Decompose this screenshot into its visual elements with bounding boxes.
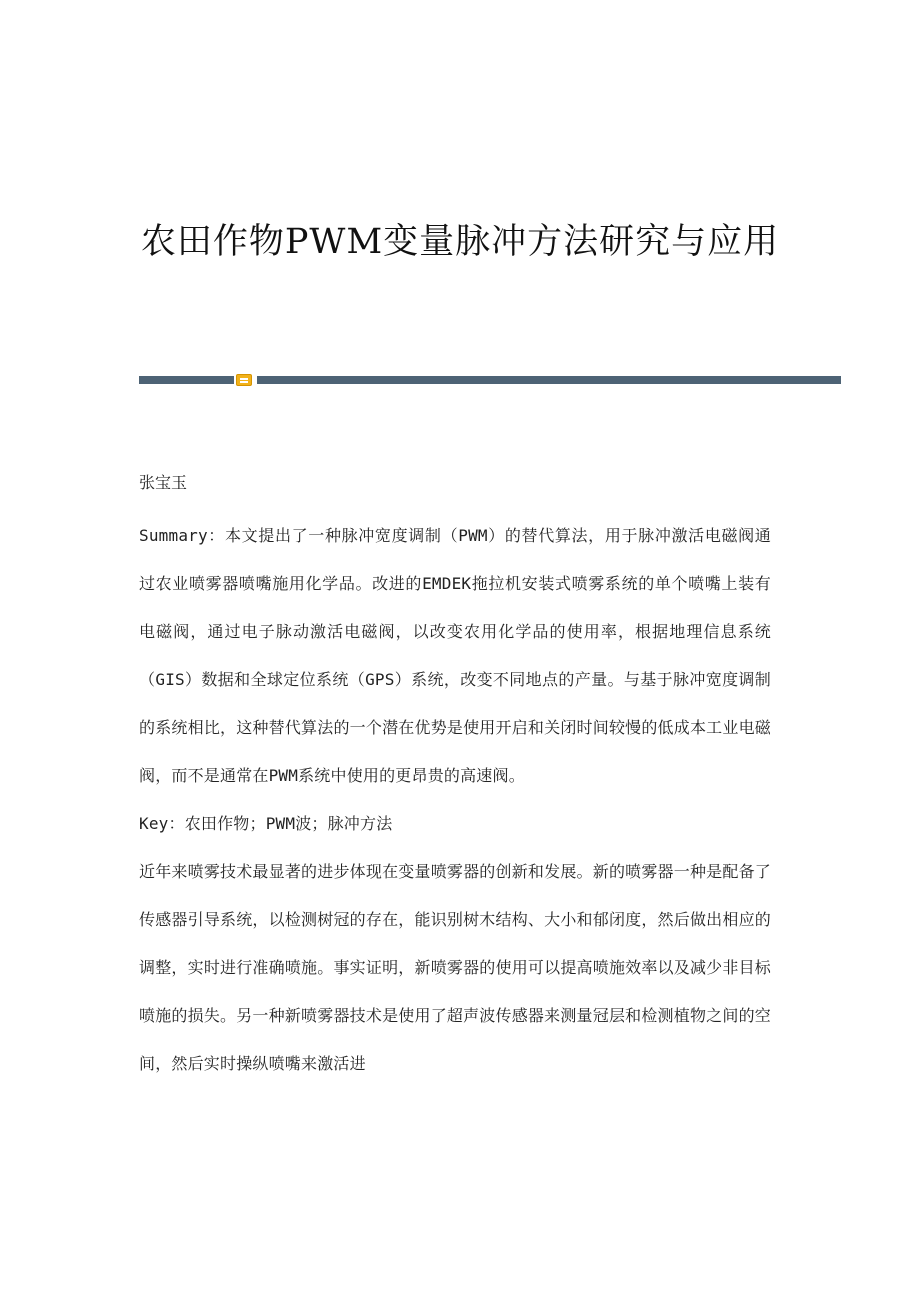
document-title: 农田作物PWM变量脉冲方法研究与应用 xyxy=(140,222,780,262)
summary-label: Summary： xyxy=(139,526,225,545)
summary-text: 本文提出了一种脉冲宽度调制（PWM）的替代算法，用于脉冲激活电磁阀通过农业喷雾器喷嘴施用化学品。改进的EMDEK拖拉机安装式喷雾系统的单个喷嘴上装有电磁阀，通过电子脉动激活电磁阀，以改变农用化学品的使用率，根据地理信息系统（GIS）数据和全球定位系统（GPS）系统，改变不同地点的产量。与基于脉冲宽度调制的系统相比，这种替代算法的一个潜在优势是使用开启和关闭时间较慢的低成本工业电磁阀，而不是通常在PWM系统中使用的更昂贵的高速阀。 xyxy=(139,526,772,785)
keywords-label: Key： xyxy=(139,814,185,833)
body-paragraph: 近年来喷雾技术最显著的进步体现在变量喷雾器的创新和发展。新的喷雾器一种是配备了传感器引导系统，以检测树冠的存在，能识别树木结构、大小和郁闭度，然后做出相应的调整，实时进行准确喷施。事实证明，新喷雾器的使用可以提高喷施效率以及减少非目标喷施的损失。另一种新喷雾器技术是使用了超声波传感器来测量冠层和检测植物之间的空间，然后实时操纵喷嘴来激活进 xyxy=(139,862,771,1073)
title-divider xyxy=(139,374,841,386)
divider-emblem-icon xyxy=(236,374,252,386)
divider-bar-right xyxy=(257,376,841,384)
keywords-paragraph xyxy=(139,800,771,848)
summary-paragraph xyxy=(139,512,771,800)
divider-bar-left xyxy=(139,376,234,384)
document-body xyxy=(139,466,771,1088)
author-name: 张宝玉 xyxy=(139,473,188,492)
keywords-text: 农田作物；PWM波；脉冲方法 xyxy=(184,814,393,833)
